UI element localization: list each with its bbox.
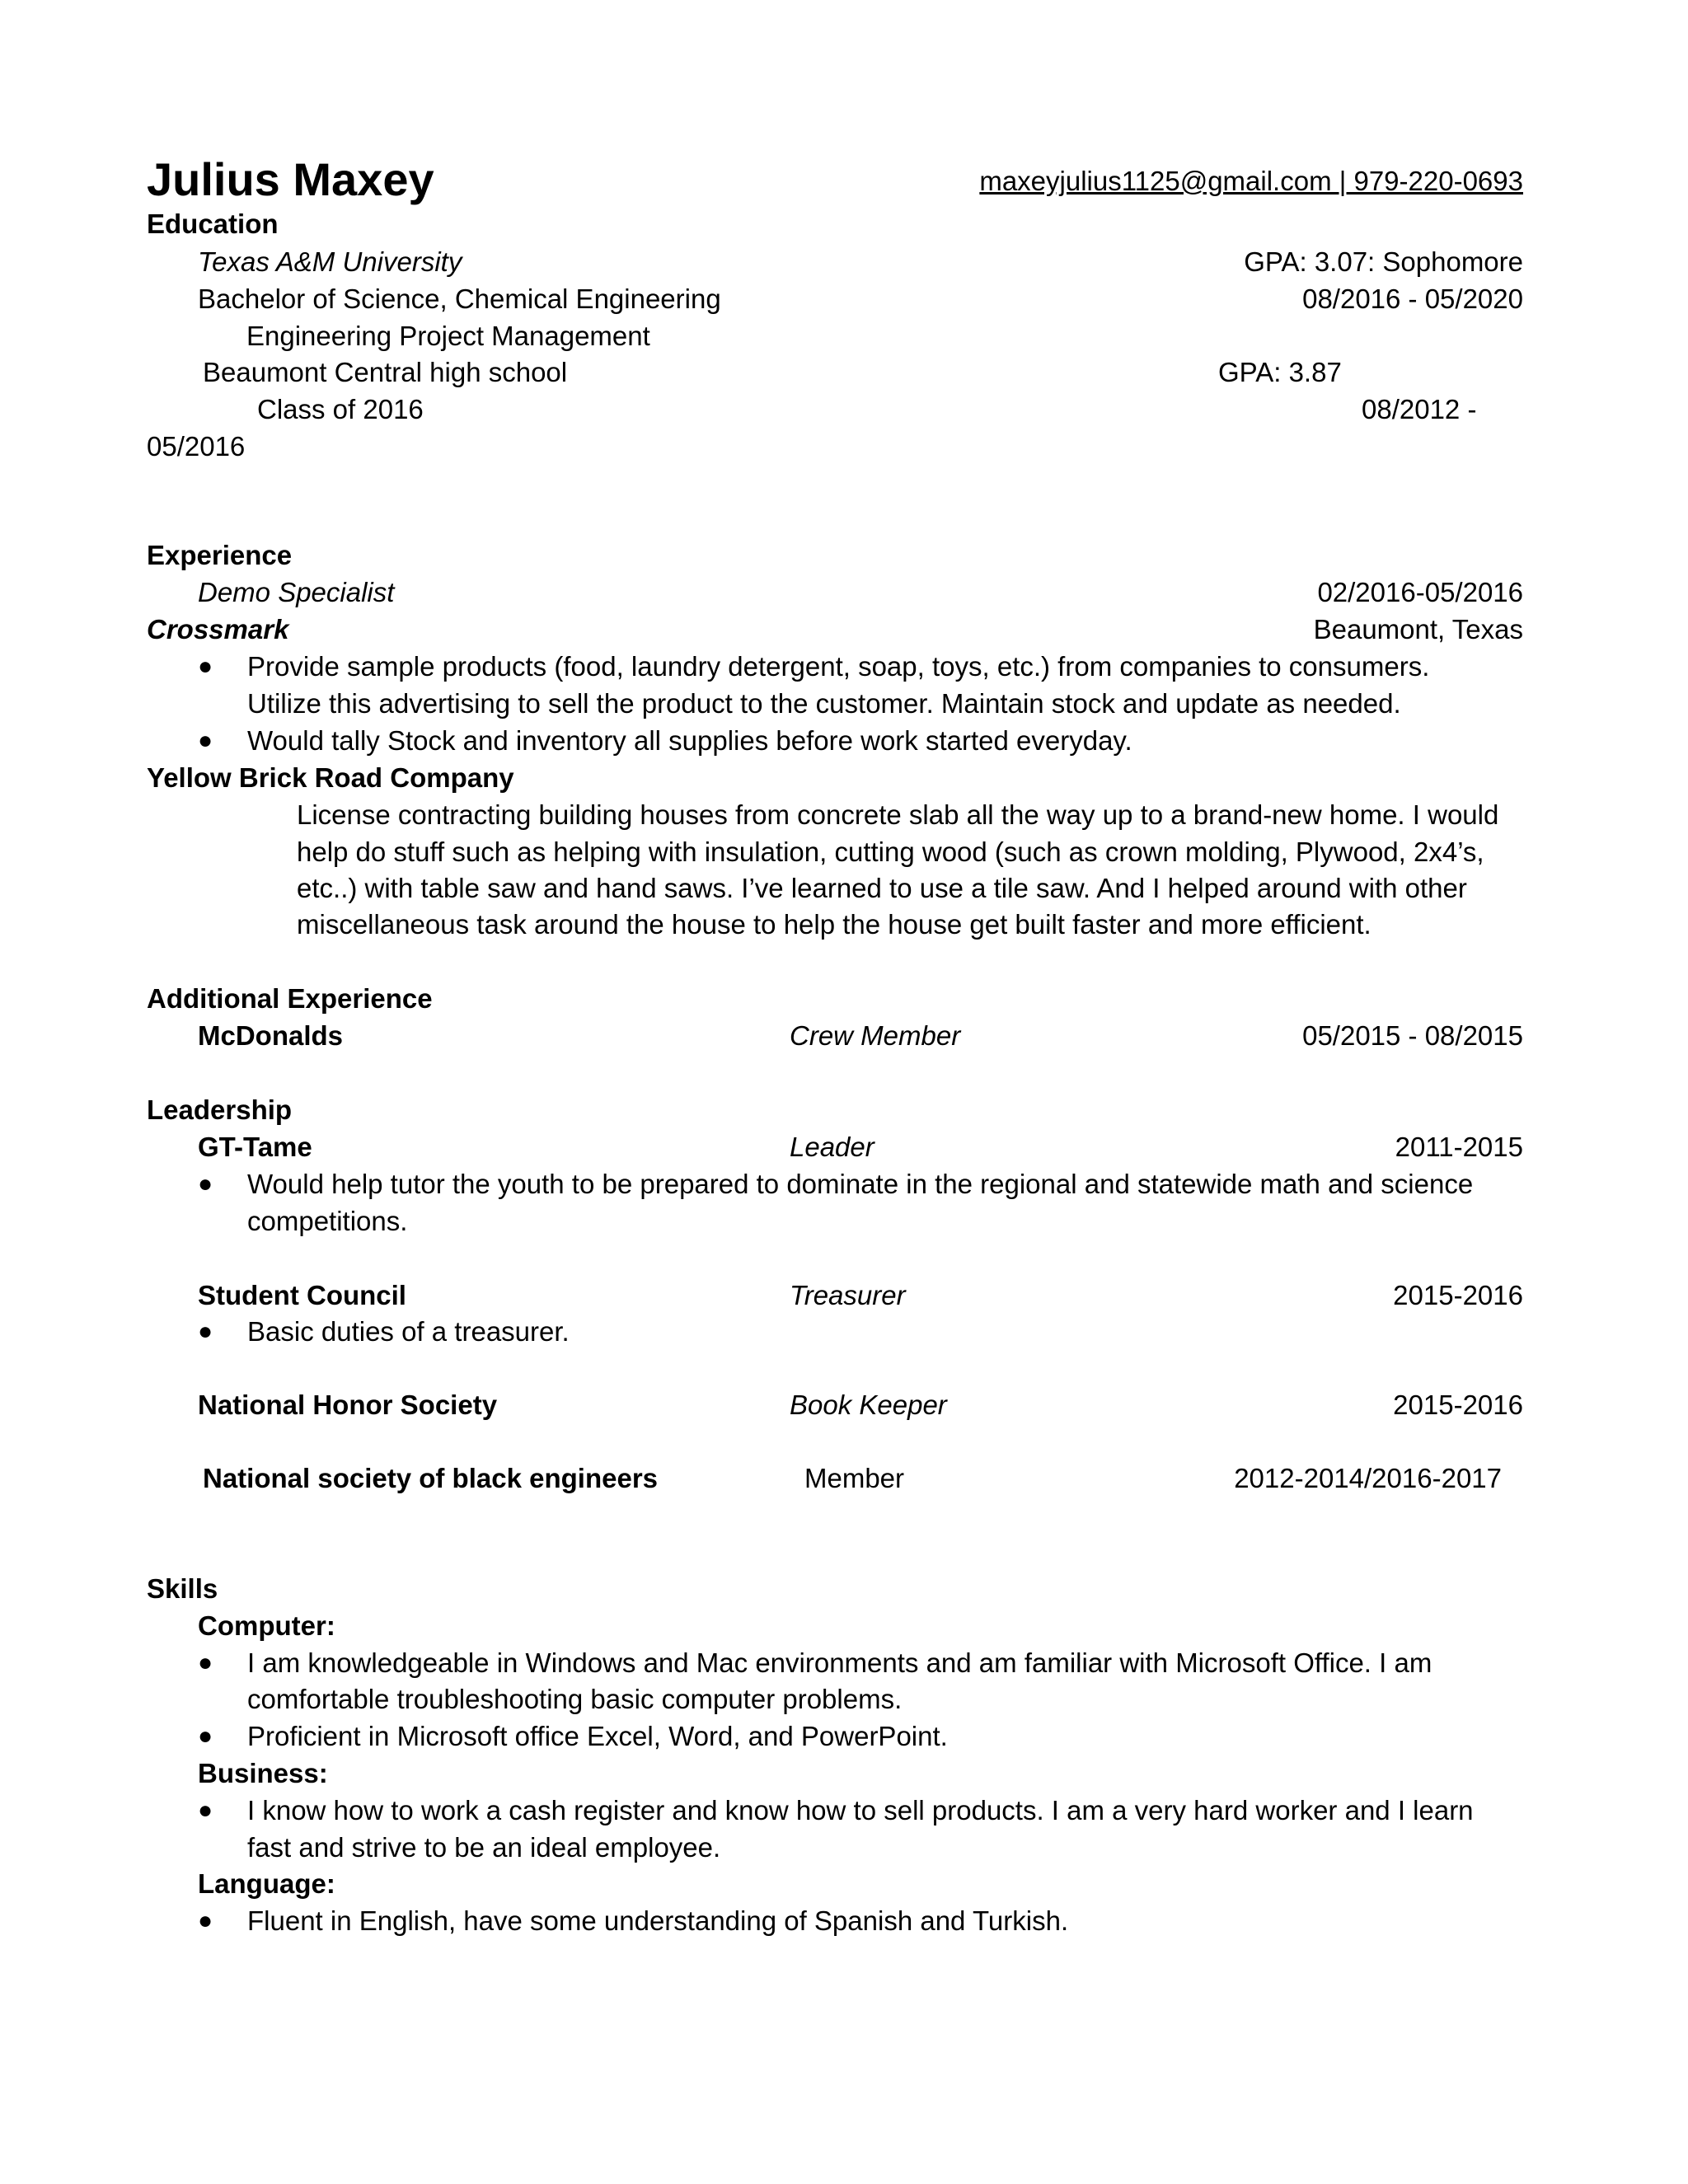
- university-name: Texas A&M University: [198, 246, 462, 277]
- bullet-icon: ●: [198, 1170, 213, 1197]
- sc-org: Student Council: [198, 1280, 406, 1310]
- nsbe-role: Member: [804, 1463, 905, 1493]
- job2-line1: License contracting building houses from concrete slab all the way up to a brand-new home. I would: [297, 799, 1499, 830]
- job1-company: Crossmark: [147, 614, 289, 644]
- bullet-icon: ●: [198, 1318, 213, 1345]
- high-school-class: Class of 2016: [257, 394, 424, 424]
- sc-role: Treasurer: [790, 1280, 906, 1310]
- nhs-role: Book Keeper: [790, 1390, 947, 1420]
- contact-info[interactable]: maxeyjulius1125@gmail.com | 979-220-0693: [979, 166, 1523, 196]
- bullet-icon: ●: [198, 1722, 213, 1750]
- experience-heading: Experience: [147, 540, 293, 570]
- nsbe-dates: 2012-2014/2016-2017: [1234, 1463, 1502, 1493]
- bullet-icon: ●: [198, 727, 213, 754]
- business-heading: Business:: [198, 1758, 328, 1788]
- language-b1: Fluent in English, have some understanding of Spanish and Turkish.: [247, 1905, 1069, 1936]
- computer-b1-line2: comfortable troubleshooting basic computer problems.: [247, 1684, 903, 1714]
- job1-dates: 02/2016-05/2016: [1317, 577, 1523, 607]
- degree: Bachelor of Science, Chemical Engineering: [198, 284, 721, 314]
- sc-dates: 2015-2016: [1393, 1280, 1523, 1310]
- candidate-name: Julius Maxey: [147, 153, 434, 205]
- job1-bullet2: Would tally Stock and inventory all supplies before work started everyday.: [247, 725, 1132, 756]
- bullet-icon: ●: [198, 653, 213, 680]
- gt-line2: competitions.: [247, 1206, 408, 1236]
- bullet-icon: ●: [198, 1907, 213, 1934]
- computer-heading: Computer:: [198, 1610, 335, 1641]
- nhs-dates: 2015-2016: [1393, 1390, 1523, 1420]
- additional-dates: 05/2015 - 08/2015: [1302, 1020, 1523, 1051]
- job2-company: Yellow Brick Road Company: [147, 762, 514, 793]
- language-heading: Language:: [198, 1868, 335, 1899]
- job1-bullet1-line1: Provide sample products (food, laundry detergent, soap, toys, etc.) from companies to consumers.: [247, 651, 1430, 682]
- additional-heading: Additional Experience: [147, 983, 433, 1014]
- bullet-icon: ●: [198, 1649, 213, 1676]
- sc-line1: Basic duties of a treasurer.: [247, 1316, 570, 1347]
- job2-line4: miscellaneous task around the house to help the house get built faster and more efficient.: [297, 909, 1372, 940]
- business-b1-line1: I know how to work a cash register and know how to sell products. I am a very hard worker and I learn: [247, 1795, 1474, 1825]
- high-school-gpa: GPA: 3.87: [1218, 357, 1342, 387]
- skills-heading: Skills: [147, 1573, 218, 1604]
- high-school-dates-start: 08/2012 -: [1362, 394, 1477, 424]
- additional-org: McDonalds: [198, 1020, 344, 1051]
- job1-location: Beaumont, Texas: [1313, 614, 1523, 644]
- gt-line1: Would help tutor the youth to be prepared to dominate in the regional and statewide math and science: [247, 1169, 1474, 1199]
- job1-title: Demo Specialist: [198, 577, 395, 607]
- gt-role: Leader: [790, 1132, 874, 1162]
- nsbe-org: National society of black engineers: [203, 1463, 659, 1493]
- computer-b2: Proficient in Microsoft office Excel, Word, and PowerPoint.: [247, 1721, 948, 1751]
- high-school-name: Beaumont Central high school: [203, 357, 568, 387]
- bullet-icon: ●: [198, 1797, 213, 1824]
- minor: Engineering Project Management: [246, 321, 650, 351]
- computer-b1-line1: I am knowledgeable in Windows and Mac environments and am familiar with Microsoft Office. I am: [247, 1647, 1432, 1678]
- education-heading: Education: [147, 209, 279, 239]
- high-school-dates-end: 05/2016: [147, 431, 246, 462]
- job2-line3: etc..) with table saw and hand saws. I’ve learned to use a tile saw. And I helped around with other: [297, 873, 1467, 903]
- gt-dates: 2011-2015: [1395, 1132, 1523, 1162]
- leadership-heading: Leadership: [147, 1094, 293, 1125]
- nhs-org: National Honor Society: [198, 1390, 498, 1420]
- job2-line2: help do stuff such as helping with insulation, cutting wood (such as crown molding, Plywood, 2x4’s,: [297, 837, 1484, 867]
- additional-role: Crew Member: [790, 1020, 961, 1051]
- job1-bullet1-line2: Utilize this advertising to sell the product to the customer. Maintain stock and update as needed.: [247, 688, 1401, 719]
- university-gpa: GPA: 3.07: Sophomore: [1244, 246, 1523, 277]
- degree-dates: 08/2016 - 05/2020: [1302, 284, 1523, 314]
- business-b1-line2: fast and strive to be an ideal employee.: [247, 1832, 721, 1863]
- gt-org: GT-Tame: [198, 1132, 312, 1162]
